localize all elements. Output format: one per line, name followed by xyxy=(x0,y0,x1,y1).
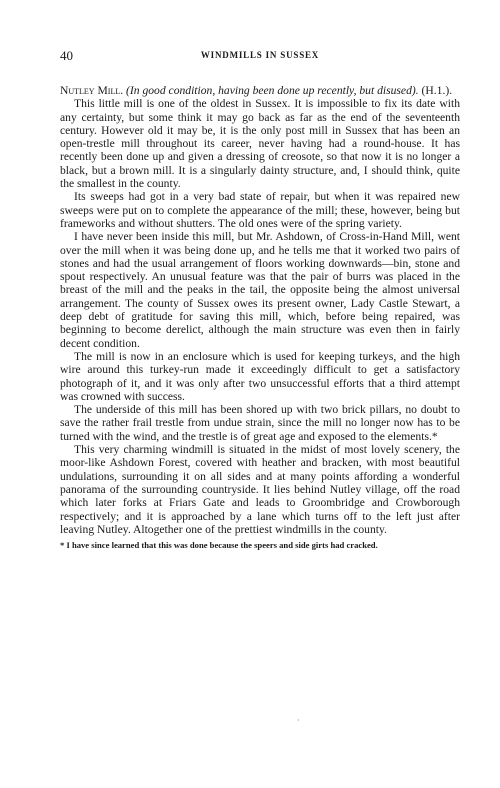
running-title: WINDMILLS IN SUSSEX xyxy=(200,50,320,60)
mill-reference: (H.1.). xyxy=(421,84,453,97)
paragraph-enclosure: The mill is now in an enclosure which is used for keeping turkeys, and the high wire around this turkey-run made it exceedingly difficult to get a satisfactory photograph of it, and it was only after two unsuccessful efforts that a third attempt was crowned with success. xyxy=(60,349,460,403)
body-text xyxy=(60,84,460,536)
paragraph-interior: I have never been inside this mill, but Mr. Ashdown, of Cross-in-Hand Mill, went over the mill when it was being done up, and he tells me that it worked two pairs of stones and had the usual arrangement of floors working downwards—bin, stone and spout respectively. An unusual feature was that the pair of burrs was placed in the breast of the mill and the peaks in the tail, the opposite being the almost universal arrangement. The county of Sussex owes its present owner, Lady Castle Stewart, a deep debt of gratitude for saving this mill, which, before being repaired, was beginning to become derelict, although the main structure was even then in fairly decent condition. xyxy=(60,230,460,350)
printer-mark: · xyxy=(297,716,300,725)
book-page xyxy=(60,48,460,551)
paragraph-scenery: This very charming windmill is situated in the midst of most lovely scenery, the moor-like Ashdown Forest, covered with heather and bracken, with most beautiful undulations, surrounding it on all sides and at many points affording a wonderful panorama of the surrounding countryside. It lies behind Nutley village, off the road which later forks at Friars Gate and leads to Groombridge and Crowborough respectively; and it is approached by a lane which turns off to the left just after leaving Nutley. Altogether one of the prettiest windmills in the county. xyxy=(60,443,460,536)
paragraph-underside: The underside of this mill has been shored up with two brick pillars, no doubt to save the rather frail trestle from undue strain, since the mill no longer now has to be turned with the wind, and the trestle is of great age and exposed to the elements.* xyxy=(60,403,460,443)
entry-heading xyxy=(60,84,460,97)
mill-condition: (In good condition, having been done up recently, but disused). xyxy=(126,84,419,97)
running-head xyxy=(60,48,460,66)
paragraph-history: This little mill is one of the oldest in Sussex. It is impossible to fix its date with any certainty, but some think it may go back as far as the end of the seventeenth century. However old it may be, it is the only post mill in Sussex that has been an open-trestle mill throughout its career, never having had a round-house. It has recently been done up and given a dressing of creosote, so that now it is no longer a black, but a brown mill. It is a singularly dainty structure, and, I should think, quite the smallest in the county. xyxy=(60,97,460,191)
page-number: 40 xyxy=(60,48,73,63)
footnote: * I have since learned that this was done because the speers and side girts had cracked. xyxy=(60,540,378,551)
mill-name: Nutley Mill. xyxy=(60,84,124,97)
paragraph-sweeps: Its sweeps had got in a very bad state of repair, but when it was repaired new sweeps were put on to complete the appearance of the mill; these, however, being but frameworks and without shutters. The old ones were of the spring variety. xyxy=(60,190,460,230)
